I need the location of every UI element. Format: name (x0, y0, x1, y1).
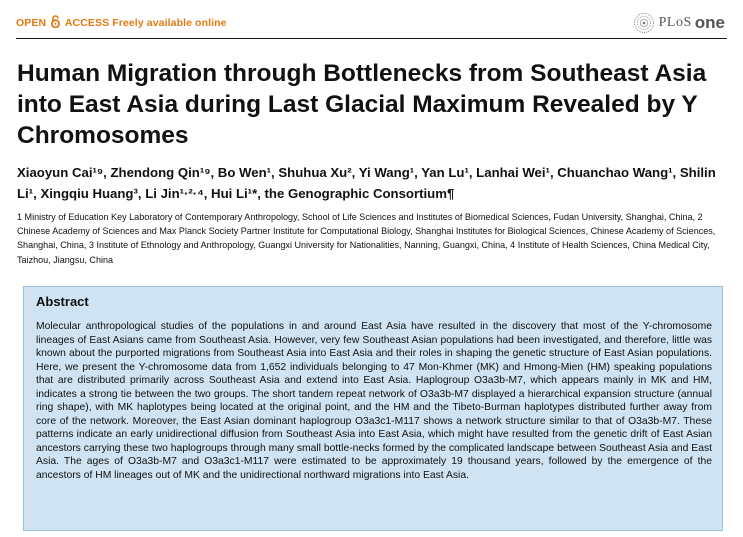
open-access-badge[interactable] (16, 15, 227, 29)
affiliations: 1 Ministry of Education Key Laboratory of Contemporary Anthropology, School of Life Sciences and Institutes of Biomedical Sciences, Fudan University, Shanghai, China, 2 Chinese Academy of Sciences and Max Planck Society Partner Institute for Computational Biology, Shanghai Institutes for Biological Sciences, Chinese Academy of Sciences, Shanghai, China, 3 Institute of Ethnology and Anthropology, Guangxi University for Nationalities, Nanning, Guangxi, China, 4 Institute of Health Sciences, China Medical City, Taizhou, Jiangsu, China (17, 212, 716, 265)
abstract-box (23, 286, 723, 531)
open-access-prefix: OPEN (16, 17, 47, 29)
journal-header (16, 9, 727, 37)
brand-plos: PLoS (658, 15, 692, 30)
abstract-body: Molecular anthropological studies of the populations in and around East Asia have resulted in the discovery that most of the Y-chromosome lineages of East Asians came from Southeast Asia. However, very few Southeast Asian populations had been investigated, and therefore, little was known about the purported migrations from Southeast Asia into East Asia and their roles in shaping the genetic structure of East Asian populations. Here, we present the Y-chromosome data from 1,652 individuals belonging to 47 Mon-Khmer (MK) and Hmong-Mien (HM) speaking populations that are distributed primarily across Southeast Asia and extend into East Asia. Haplogroup O3a3b-M7, which appears mainly in MK and HM, indicates a strong tie between the two groups. The short tandem repeat network of O3a3b-M7 displayed a hierarchical expansion structure (annual ring shape), with MK haplotypes being located at the original point, and the HM and the Tibeto-Burman haplotypes distributed further away from core of the network. Moreover, the East Asian dominant haplogroup O3a3c1-M117 shows a network structure similar to that of O3a3b-M7. These patterns indicate an early unidirectional diffusion from Southeast Asia into East Asia, which might have resulted from the genetic drift of East Asian ancestors carrying these two haplogroups through many small bottle-necks formed by the complicated landscape between Southeast Asia and East Asia. The ages of O3a3b-M7 and O3a3c1-M117 were estimated to be approximately 19 thousand years, followed by the emergence of the ancestors of HM lineages out of MK and the unidirectional northward migrations into East Asia. (36, 321, 712, 482)
plos-globe-icon (633, 12, 655, 34)
author-list: Xiaoyun Cai¹⁹, Zhendong Qin¹⁹, Bo Wen¹, Shuhua Xu², Yi Wang¹, Yan Lu¹, Lanhai Wei¹, Chuanchao Wang¹, Shilin Li¹, Xingqiu Huang³, Li Jin¹·²·⁴, Hui Li¹*, the Genographic Consortium¶ (17, 165, 716, 201)
article-title: Human Migration through Bottlenecks from Southeast Asia into East Asia during Last Glacial Maximum Revealed by Y Chromosomes (17, 60, 707, 149)
brand-one: one (694, 13, 725, 32)
open-access-suffix: ACCESS Freely available online (64, 17, 227, 29)
open-access-lock-icon (50, 15, 61, 28)
header-divider (16, 38, 727, 39)
abstract-heading: Abstract (36, 294, 89, 309)
plos-one-logo[interactable] (633, 9, 725, 37)
